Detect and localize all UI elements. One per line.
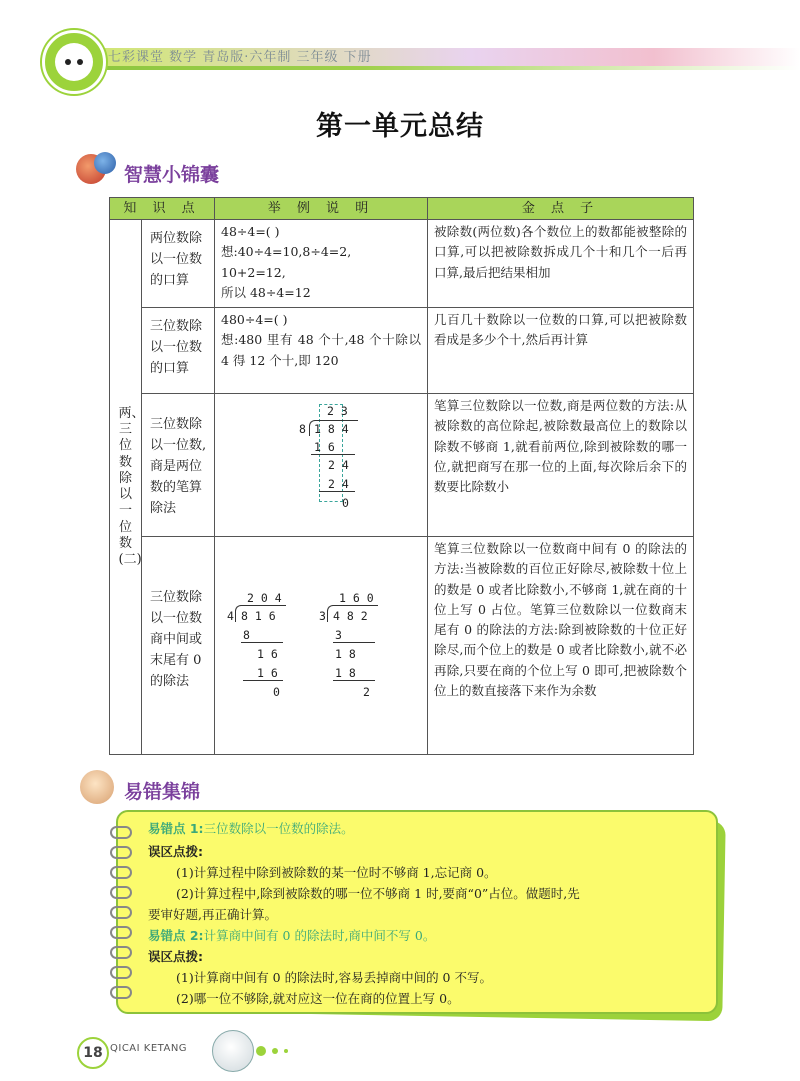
example-line: 480÷4=( ) [221, 312, 288, 328]
section-title-tips: 智慧小锦囊 [124, 164, 220, 186]
error-label: 易错点 2: [148, 928, 204, 943]
knowledge-cell: 三位数除以一位数商中间或末尾有 0 的除法 [142, 537, 215, 755]
division-step: 8 [243, 628, 250, 643]
example-cell [215, 308, 428, 394]
example-line: 所以 48÷4=12 [221, 284, 311, 300]
division-step: 3 [335, 628, 342, 643]
example-line: 想:480 里有 48 个十,48 个十除以 4 得 12 个十,即 120 [221, 332, 421, 368]
example-cell [215, 537, 428, 755]
binder-ring [110, 946, 132, 959]
binder-ring [110, 886, 132, 899]
tip-cell: 几百几十数除以一位数的口算,可以把被除数看成是多少个十,然后再计算 [428, 308, 694, 394]
error-point-1 [148, 819, 354, 837]
divisor: 4 [227, 609, 234, 624]
example-cell [215, 220, 428, 308]
binder-ring [110, 906, 132, 919]
binder-ring [110, 866, 132, 879]
mascot-icon [42, 30, 106, 94]
division-line [311, 454, 355, 455]
bag-icon-2 [94, 152, 116, 174]
table-row [110, 394, 694, 537]
error-point-2 [148, 926, 435, 944]
table-header-knowledge: 知 识 点 [110, 198, 215, 220]
quotient: 2 0 4 [247, 591, 282, 606]
binder-ring [110, 926, 132, 939]
division-step: 1 6 [257, 666, 278, 681]
tip-cell: 笔算三位数除以一位数商中间有 0 的除法的方法:当被除数的百位正好除尽,被除数十位上的数是 0 或者比除数小,不够商 1,就在商的十位上写 0 占位。笔算三位数除以一位数商末尾有 0 的除法的方法:除到被除数的十位正好除尽,而个位上的数是 0 或者比除数小,就不必再除,只要在商的个位上写 0 即可,把被除数个位上的数直接落下来作为余数 [428, 537, 694, 755]
hint-item: (1)计算过程中除到被除数的某一位时不够商 1,忘记商 0。 [176, 865, 497, 880]
footer-dot [272, 1048, 278, 1054]
division-step: 1 6 [257, 647, 278, 662]
knowledge-table [109, 197, 694, 755]
hint-item: (2)哪一位不够除,就对应这一位在商的位置上写 0。 [176, 991, 460, 1006]
binder-ring [110, 966, 132, 979]
table-row [110, 308, 694, 394]
table-row [110, 220, 694, 308]
quotient: 1 6 0 [339, 591, 374, 606]
section-title-errors: 易错集锦 [124, 781, 201, 803]
divisor: 3 [319, 609, 326, 624]
table-header-example: 举 例 说 明 [215, 198, 428, 220]
division-remainder: 0 [342, 496, 349, 511]
table-row [110, 537, 694, 755]
error-label: 易错点 1: [148, 821, 204, 836]
division-line [333, 680, 375, 681]
dividend: 1 8 4 [314, 422, 349, 437]
knowledge-cell: 三位数除以一位数的口算 [142, 308, 215, 394]
header-text: 七彩课堂 数学 青岛版·六年制 三年级 下册 [108, 50, 372, 65]
example-line: 48÷4=( ) [221, 224, 280, 240]
table-header-row [110, 198, 694, 220]
knowledge-cell: 两位数除以一位数的口算 [142, 220, 215, 308]
long-division-pair [221, 539, 417, 749]
division-step: 1 8 [335, 647, 356, 662]
binder-ring [110, 986, 132, 999]
division-step: 2 4 [328, 477, 349, 492]
example-line: 10+2=12, [221, 264, 286, 280]
division-step: 1 6 [314, 440, 335, 455]
tip-cell: 被除数(两位数)各个数位上的数都能被整除的口算,可以把被除数拆成几个十和几个一后再口算,最后把结果相加 [428, 220, 694, 308]
divisor: 8 [299, 422, 306, 437]
footer-dot [256, 1046, 266, 1056]
division-line [333, 642, 375, 643]
dividend: 8 1 6 [241, 609, 276, 624]
division-remainder: 0 [273, 685, 280, 700]
division-line [241, 642, 283, 643]
hint-label: 误区点拨: [148, 844, 203, 859]
table-header-tip: 金 点 子 [428, 198, 694, 220]
quotient: 2 3 [327, 404, 348, 419]
hint-item: 要审好题,再正确计算。 [148, 907, 277, 922]
division-remainder: 2 [363, 685, 370, 700]
table-category [110, 220, 145, 755]
dog-mascot-icon [212, 1030, 254, 1072]
footer-brand: QICAI KETANG [110, 1043, 188, 1054]
dividend: 4 8 2 [333, 609, 368, 624]
division-step: 1 8 [335, 666, 356, 681]
page-number: 18 [77, 1037, 109, 1069]
long-division-184 [221, 396, 407, 526]
hint-item: (2)计算过程中,除到被除数的哪一位不够商 1 时,要商“0”占位。做题时,先 [176, 886, 580, 901]
category-text: 两、三位数除以一位数(二) [118, 405, 145, 568]
binder-ring [110, 826, 132, 839]
footer-dot [284, 1049, 288, 1053]
header-underline [70, 66, 800, 70]
mascot-small-icon [80, 770, 114, 804]
example-cell [215, 394, 428, 537]
binder-ring [110, 846, 132, 859]
hint-item: (1)计算商中间有 0 的除法时,容易丢掉商中间的 0 不写。 [176, 970, 492, 985]
hint-label: 误区点拨: [148, 949, 203, 964]
page-title: 第一单元总结 [316, 111, 484, 142]
example-line: 想:40÷4=10,8÷4=2, [221, 244, 352, 260]
error-text: 计算商中间有 0 的除法时,商中间不写 0。 [203, 928, 436, 943]
error-text: 三位数除以一位数的除法。 [203, 821, 354, 836]
division-step: 2 4 [328, 458, 349, 473]
knowledge-cell: 三位数除以一位数,商是两位数的笔算除法 [142, 394, 215, 537]
division-line [243, 680, 283, 681]
division-line [319, 491, 355, 492]
tip-cell: 笔算三位数除以一位数,商是两位数的方法:从被除数的高位除起,被除数最高位上的数除以除数不够商 1,就看前两位,除到被除数的哪一位,就把商写在那一位的上面,每次除后余下的数要比除数小 [428, 394, 694, 537]
